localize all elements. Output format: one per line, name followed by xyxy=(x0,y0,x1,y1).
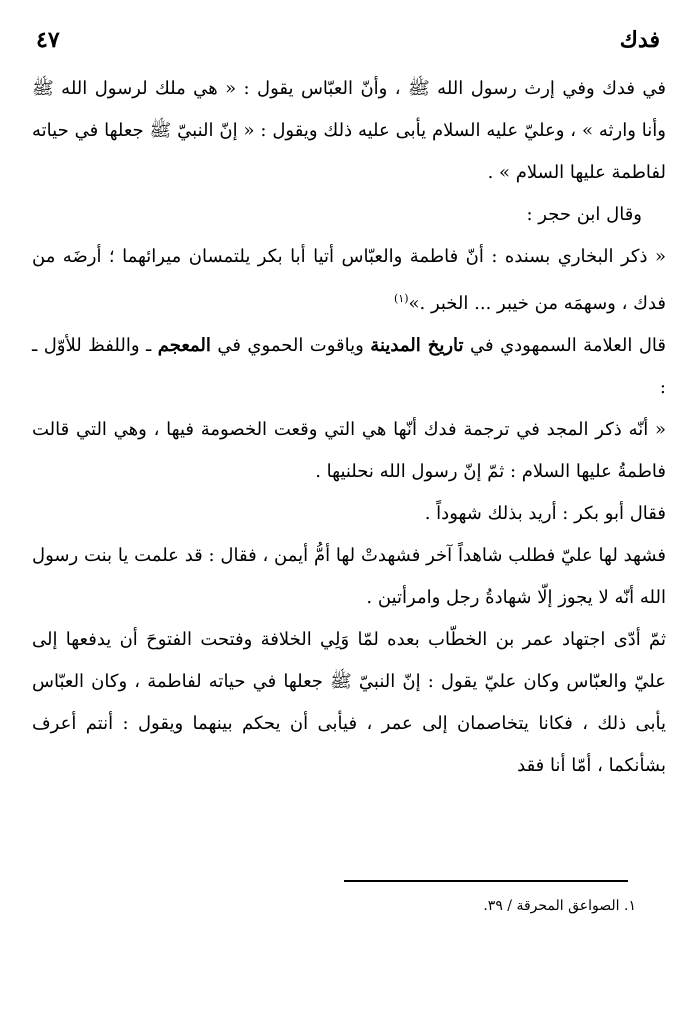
running-title: فدك xyxy=(619,27,660,53)
source-title-2: المعجم xyxy=(157,335,211,356)
paragraph-3-quote xyxy=(32,236,666,325)
footnote-marker: (١) xyxy=(393,292,409,305)
page-body xyxy=(32,68,666,787)
page-number: ٤٧ xyxy=(36,27,60,53)
page-header xyxy=(36,22,660,58)
paragraph-8: ثمّ أدّى اجتهاد عمر بن الخطّاب بعده لمّا وَلِي الخلافة وفتحت الفتوحَ أن يدفعها إلى عليّ والعبّاس وكان عليّ يقول : إنّ النبيّ ﷺ جعلها في حياته لفاطمة ، وكان العبّاس يأبى ذلك ، فكانا يتخاصمان إلى عمر ، فيأبى أن يحكم بينهما ويقول : أنتم أعرف بشأنكما ، أمّا أنا فقد xyxy=(32,629,666,776)
paragraph-5: « أنّه ذكر المجد في ترجمة فدك أنّها هي التي وقعت الخصومة فيها ، وهي التي قالت فاطمةُ عليها السلام : ثمّ إنّ رسول الله نحلنيها . xyxy=(32,419,666,482)
paragraph-7: فشهد لها عليّ فطلب شاهداً آخر فشهدتْ لها أمُّ أيمن ، فقال : قد علمت يا بنت رسول الله أنّه لا يجوز إلّا شهادةُ رجل وامرأتين . xyxy=(32,545,666,608)
paragraph-1: في فدك وفي إرث رسول الله ﷺ ، وأنّ العبّاس يقول : « هي ملك لرسول الله ﷺ وأنا وارثه » ، وعليّ عليه السلام يأبى عليه ذلك ويقول : « إنّ النبيّ ﷺ جعلها في حياته لفاطمة عليها السلام » . xyxy=(32,78,666,183)
footnote: ١. الصواعق المحرقة / ٣٩. xyxy=(483,898,636,914)
paragraph-4 xyxy=(32,325,666,409)
source-title-1: تاريخ المدينة xyxy=(370,335,464,356)
quote-text: « ذكر البخاري بسنده : أنّ فاطمة والعبّاس أتيا أبا بكر يلتمسان ميرائهما ؛ أرضَه من فدك ، وسهمَه من خيبر ... الخبر .» xyxy=(32,246,666,314)
footnote-divider xyxy=(344,880,628,882)
paragraph-6: فقال أبو بكر : أريد بذلك شهوداً . xyxy=(424,503,666,524)
paragraph-4-pre: قال العلامة السمهودي في xyxy=(470,335,667,356)
paragraph-2: وقال ابن حجر : xyxy=(526,204,642,225)
paragraph-4-post: ـ واللفظ للأوّل ـ : xyxy=(32,335,666,398)
paragraph-4-mid: وياقوت الحموي في xyxy=(217,335,364,356)
